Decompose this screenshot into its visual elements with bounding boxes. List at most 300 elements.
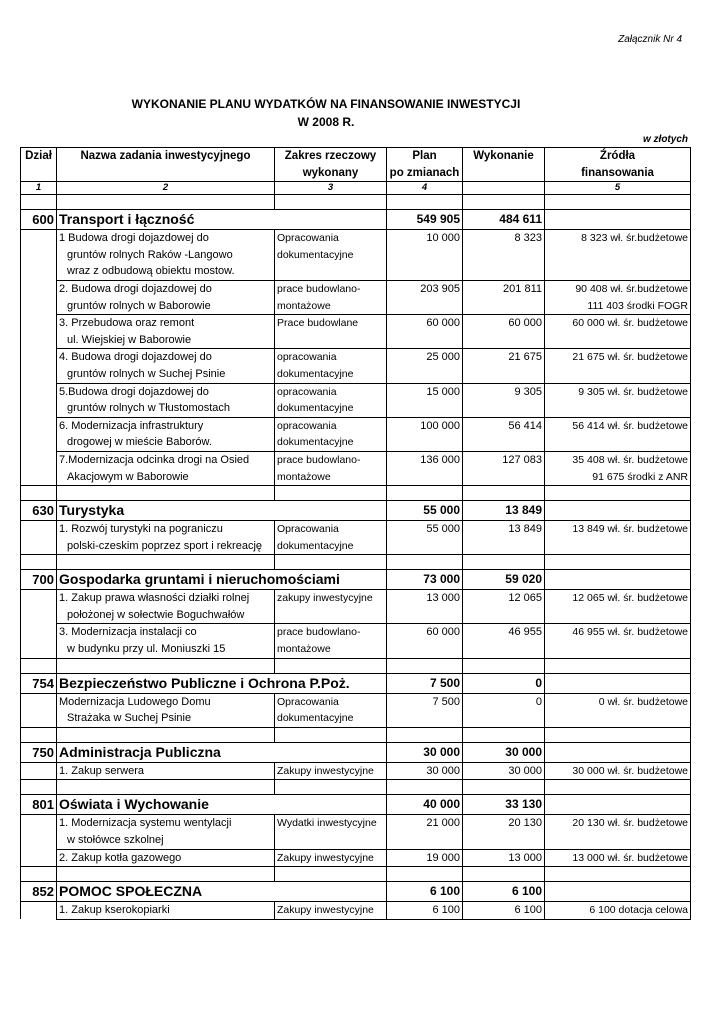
task-wykonanie	[463, 400, 545, 417]
task-zakres: Opracowania	[275, 693, 387, 710]
task-zrodla: 12 065 wł. śr. budżetowe	[545, 590, 691, 607]
task-dzial-cell	[21, 641, 57, 658]
task-plan	[387, 469, 463, 486]
task-zakres: dokumentacyjne	[275, 434, 387, 451]
header-nazwa: Nazwa zadania inwestycyjnego	[57, 148, 275, 165]
task-wykonanie	[463, 832, 545, 849]
task-wykonanie: 30 000	[463, 762, 545, 780]
task-dzial-cell	[21, 590, 57, 607]
task-plan: 30 000	[387, 762, 463, 780]
section-wykonanie: 33 130	[463, 795, 545, 815]
task-zrodla: 6 100 dotacja celowa	[545, 902, 691, 920]
spacer-row	[21, 555, 691, 570]
task-zakres: prace budowlano-	[275, 280, 387, 297]
task-dzial-cell	[21, 832, 57, 849]
task-zrodla	[545, 332, 691, 349]
task-zakres	[275, 263, 387, 280]
task-name: drogowej w mieście Baborów.	[57, 434, 275, 451]
spacer-row	[21, 195, 691, 210]
task-dzial-cell	[21, 230, 57, 247]
task-row	[21, 434, 691, 451]
task-zakres: zakupy inwestycyjne	[275, 590, 387, 607]
task-zrodla: 56 414 wł. śr. budżetowe	[545, 417, 691, 434]
task-wykonanie: 13 000	[463, 849, 545, 867]
task-row	[21, 832, 691, 849]
task-zakres: opracowania	[275, 383, 387, 400]
task-wykonanie: 127 083	[463, 451, 545, 468]
task-dzial-cell	[21, 451, 57, 468]
spacer-cell	[21, 727, 57, 742]
task-row	[21, 298, 691, 315]
task-row	[21, 538, 691, 555]
task-row	[21, 607, 691, 624]
task-zrodla: 35 408 wł. śr. budżetowe	[545, 451, 691, 468]
task-name: Modernizacja Ludowego Domu	[57, 693, 275, 710]
task-zrodla	[545, 400, 691, 417]
spacer-cell	[463, 195, 545, 210]
task-row	[21, 417, 691, 434]
task-zrodla: 13 849 wł. śr. budżetowe	[545, 521, 691, 538]
section-zrodla-empty	[545, 673, 691, 693]
task-name: Akacjowym w Baborowie	[57, 469, 275, 486]
spacer-row	[21, 780, 691, 795]
task-wykonanie: 56 414	[463, 417, 545, 434]
task-dzial-cell	[21, 710, 57, 727]
spacer-cell	[275, 727, 387, 742]
task-zrodla	[545, 247, 691, 264]
task-row	[21, 349, 691, 366]
task-zrodla: 9 305 wł. śr. budżetowe	[545, 383, 691, 400]
task-zrodla: 30 000 wł. śr. budżetowe	[545, 762, 691, 780]
task-row	[21, 815, 691, 832]
task-row	[21, 230, 691, 247]
task-zakres: Wydatki inwestycyjne	[275, 815, 387, 832]
section-plan: 549 905	[387, 210, 463, 230]
task-row	[21, 263, 691, 280]
spacer-cell	[463, 486, 545, 501]
spacer-cell	[57, 780, 275, 795]
task-row	[21, 366, 691, 383]
task-zrodla: 46 955 wł. śr. budżetowe	[545, 624, 691, 641]
task-dzial-cell	[21, 815, 57, 832]
task-zakres	[275, 332, 387, 349]
task-plan: 15 000	[387, 383, 463, 400]
task-name: 1. Modernizacja systemu wentylacji	[57, 815, 275, 832]
task-name: gruntów rolnych w Suchej Psinie	[57, 366, 275, 383]
task-wykonanie	[463, 607, 545, 624]
task-name: 1. Zakup serwera	[57, 762, 275, 780]
spacer-cell	[57, 867, 275, 882]
section-zrodla-empty	[545, 795, 691, 815]
section-plan: 40 000	[387, 795, 463, 815]
task-wykonanie: 6 100	[463, 902, 545, 920]
task-row	[21, 332, 691, 349]
task-wykonanie	[463, 434, 545, 451]
spacer-cell	[463, 555, 545, 570]
spacer-cell	[275, 867, 387, 882]
task-plan: 6 100	[387, 902, 463, 920]
spacer-cell	[545, 195, 691, 210]
spacer-cell	[387, 727, 463, 742]
section-zrodla-empty	[545, 742, 691, 762]
section-row	[21, 742, 691, 762]
section-row	[21, 882, 691, 902]
task-wykonanie: 8 323	[463, 230, 545, 247]
section-zrodla-empty	[545, 882, 691, 902]
spacer-cell	[545, 658, 691, 673]
task-zrodla: 8 323 wł. śr.budżetowe	[545, 230, 691, 247]
spacer-cell	[21, 867, 57, 882]
task-zakres: Opracowania	[275, 521, 387, 538]
task-plan: 60 000	[387, 624, 463, 641]
task-zakres: dokumentacyjne	[275, 710, 387, 727]
task-zrodla: 91 675 środki z ANR	[545, 469, 691, 486]
task-wykonanie	[463, 247, 545, 264]
section-wykonanie: 484 611	[463, 210, 545, 230]
task-zakres: Prace budowlane	[275, 315, 387, 332]
task-wykonanie: 13 849	[463, 521, 545, 538]
section-code: 801	[21, 795, 57, 815]
task-zrodla: 60 000 wł. śr. budżetowe	[545, 315, 691, 332]
task-plan	[387, 641, 463, 658]
task-plan: 55 000	[387, 521, 463, 538]
task-zakres: montażowe	[275, 469, 387, 486]
spacer-cell	[387, 780, 463, 795]
task-dzial-cell	[21, 693, 57, 710]
spacer-row	[21, 486, 691, 501]
spacer-cell	[387, 486, 463, 501]
task-plan	[387, 247, 463, 264]
section-plan: 73 000	[387, 570, 463, 590]
col-number-5: 5	[545, 182, 691, 195]
task-row	[21, 902, 691, 920]
spacer-cell	[275, 486, 387, 501]
task-row	[21, 641, 691, 658]
task-plan	[387, 607, 463, 624]
spacer-row	[21, 727, 691, 742]
task-name: 3. Przebudowa oraz remont	[57, 315, 275, 332]
task-dzial-cell	[21, 263, 57, 280]
task-name: ul. Wiejskiej w Baborowie	[57, 332, 275, 349]
spacer-cell	[463, 780, 545, 795]
task-plan	[387, 263, 463, 280]
task-zrodla	[545, 366, 691, 383]
spacer-cell	[57, 555, 275, 570]
task-dzial-cell	[21, 315, 57, 332]
task-plan: 136 000	[387, 451, 463, 468]
spacer-cell	[57, 486, 275, 501]
spacer-cell	[21, 486, 57, 501]
task-dzial-cell	[21, 624, 57, 641]
section-plan: 7 500	[387, 673, 463, 693]
task-name: polski-czeskim poprzez sport i rekreację	[57, 538, 275, 555]
task-name: wraz z odbudową obiektu mostow.	[57, 263, 275, 280]
task-name: 1. Zakup kserokopiarki	[57, 902, 275, 920]
task-dzial-cell	[21, 383, 57, 400]
spacer-cell	[545, 486, 691, 501]
section-code: 700	[21, 570, 57, 590]
task-row	[21, 451, 691, 468]
spacer-cell	[21, 780, 57, 795]
spacer-row	[21, 867, 691, 882]
task-wykonanie: 21 675	[463, 349, 545, 366]
task-name: 1. Rozwój turystyki na pograniczu	[57, 521, 275, 538]
spacer-cell	[545, 867, 691, 882]
task-wykonanie	[463, 332, 545, 349]
investment-table	[20, 147, 691, 920]
annex-label: Załącznik Nr 4	[618, 34, 682, 45]
spacer-cell	[21, 658, 57, 673]
task-zakres	[275, 607, 387, 624]
task-name: 1. Zakup prawa własności działki rolnej	[57, 590, 275, 607]
task-zrodla	[545, 832, 691, 849]
task-name: 7.Modernizacja odcinka drogi na Osied	[57, 451, 275, 468]
spacer-cell	[57, 195, 275, 210]
header-wykonanie: Wykonanie	[463, 148, 545, 165]
task-zakres: prace budowlano-	[275, 451, 387, 468]
section-plan: 30 000	[387, 742, 463, 762]
header-dzial: Dział	[21, 148, 57, 165]
spacer-cell	[275, 780, 387, 795]
col-number-3: 3	[275, 182, 387, 195]
spacer-cell	[463, 658, 545, 673]
document-title: WYKONANIE PLANU WYDATKÓW NA FINANSOWANIE INWESTYCJI	[131, 97, 521, 111]
task-zakres: dokumentacyjne	[275, 247, 387, 264]
task-dzial-cell	[21, 349, 57, 366]
task-dzial-cell	[21, 902, 57, 920]
task-zrodla	[545, 607, 691, 624]
task-zakres: dokumentacyjne	[275, 366, 387, 383]
spacer-cell	[545, 727, 691, 742]
task-row	[21, 280, 691, 297]
section-row	[21, 210, 691, 230]
task-zakres: opracowania	[275, 349, 387, 366]
task-dzial-cell	[21, 762, 57, 780]
task-plan	[387, 832, 463, 849]
spacer-cell	[463, 867, 545, 882]
spacer-cell	[387, 195, 463, 210]
task-zrodla: 21 675 wł. śr. budżetowe	[545, 349, 691, 366]
task-zrodla: 20 130 wł. śr. budżetowe	[545, 815, 691, 832]
header-zakres-2: wykonany	[275, 165, 387, 182]
task-row	[21, 590, 691, 607]
col-number-1: 1	[21, 182, 57, 195]
task-dzial-cell	[21, 417, 57, 434]
task-zrodla: 90 408 wł. śr.budżetowe	[545, 280, 691, 297]
task-row	[21, 521, 691, 538]
task-zakres: Opracowania	[275, 230, 387, 247]
task-dzial-cell	[21, 521, 57, 538]
task-row	[21, 315, 691, 332]
task-dzial-cell	[21, 247, 57, 264]
task-plan	[387, 332, 463, 349]
task-row	[21, 710, 691, 727]
task-name: gruntów rolnych Raków -Langowo	[57, 247, 275, 264]
section-name: Transport i łączność	[57, 210, 387, 230]
task-zakres: Zakupy inwestycyjne	[275, 849, 387, 867]
col-number-5-blank	[463, 182, 545, 195]
section-row	[21, 673, 691, 693]
task-wykonanie	[463, 366, 545, 383]
task-name: 5.Budowa drogi dojazdowej do	[57, 383, 275, 400]
task-row	[21, 849, 691, 867]
task-zrodla	[545, 641, 691, 658]
section-name: Bezpieczeństwo Publiczne i Ochrona P.Poż.	[57, 673, 387, 693]
task-wykonanie	[463, 710, 545, 727]
section-plan: 6 100	[387, 882, 463, 902]
section-row	[21, 570, 691, 590]
section-name: Administracja Publiczna	[57, 742, 387, 762]
task-dzial-cell	[21, 849, 57, 867]
section-wykonanie: 30 000	[463, 742, 545, 762]
section-name: Oświata i Wychowanie	[57, 795, 387, 815]
task-zakres: montażowe	[275, 298, 387, 315]
task-row	[21, 400, 691, 417]
task-dzial-cell	[21, 434, 57, 451]
section-name: Turystyka	[57, 501, 387, 521]
task-zakres: Zakupy inwestycyjne	[275, 762, 387, 780]
task-wykonanie: 201 811	[463, 280, 545, 297]
section-zrodla-empty	[545, 570, 691, 590]
task-name: 6. Modernizacja infrastruktury	[57, 417, 275, 434]
task-dzial-cell	[21, 280, 57, 297]
task-zrodla	[545, 434, 691, 451]
task-wykonanie	[463, 538, 545, 555]
task-row	[21, 469, 691, 486]
task-zrodla: 111 403 środki FOGR	[545, 298, 691, 315]
task-row	[21, 624, 691, 641]
task-plan: 100 000	[387, 417, 463, 434]
spacer-cell	[21, 195, 57, 210]
task-zakres: prace budowlano-	[275, 624, 387, 641]
task-name: w budynku przy ul. Moniuszki 15	[57, 641, 275, 658]
task-zakres: dokumentacyjne	[275, 538, 387, 555]
task-wykonanie: 46 955	[463, 624, 545, 641]
spacer-cell	[545, 555, 691, 570]
task-name: 3. Modernizacja instalacji co	[57, 624, 275, 641]
task-zakres: montażowe	[275, 641, 387, 658]
task-plan: 10 000	[387, 230, 463, 247]
task-dzial-cell	[21, 538, 57, 555]
task-wykonanie: 12 065	[463, 590, 545, 607]
task-dzial-cell	[21, 400, 57, 417]
task-wykonanie	[463, 298, 545, 315]
task-dzial-cell	[21, 332, 57, 349]
spacer-cell	[387, 658, 463, 673]
section-row	[21, 501, 691, 521]
task-zrodla	[545, 710, 691, 727]
spacer-cell	[387, 867, 463, 882]
task-name: 2. Budowa drogi dojazdowej do	[57, 280, 275, 297]
task-wykonanie: 20 130	[463, 815, 545, 832]
task-name: 1 Budowa drogi dojazdowej do	[57, 230, 275, 247]
section-plan: 55 000	[387, 501, 463, 521]
task-zrodla: 0 wł. śr. budżetowe	[545, 693, 691, 710]
task-wykonanie: 0	[463, 693, 545, 710]
section-code: 630	[21, 501, 57, 521]
task-wykonanie	[463, 263, 545, 280]
section-name: POMOC SPOŁECZNA	[57, 882, 387, 902]
task-plan	[387, 400, 463, 417]
task-wykonanie: 9 305	[463, 383, 545, 400]
task-plan: 203 905	[387, 280, 463, 297]
section-zrodla-empty	[545, 501, 691, 521]
task-plan	[387, 434, 463, 451]
task-plan	[387, 298, 463, 315]
spacer-cell	[387, 555, 463, 570]
task-plan	[387, 710, 463, 727]
task-plan: 25 000	[387, 349, 463, 366]
task-plan: 21 000	[387, 815, 463, 832]
header-plan: Plan	[387, 148, 463, 165]
task-row	[21, 383, 691, 400]
task-zakres: opracowania	[275, 417, 387, 434]
task-row	[21, 762, 691, 780]
task-plan	[387, 366, 463, 383]
spacer-cell	[57, 658, 275, 673]
task-plan	[387, 538, 463, 555]
section-code: 852	[21, 882, 57, 902]
document-year: W 2008 R.	[297, 115, 355, 129]
task-zakres: Zakupy inwestycyjne	[275, 902, 387, 920]
spacer-cell	[463, 727, 545, 742]
header-zakres: Zakres rzeczowy	[275, 148, 387, 165]
task-plan: 13 000	[387, 590, 463, 607]
unit-label: w złotych	[642, 134, 688, 145]
task-wykonanie	[463, 469, 545, 486]
header-plan-2: po zmianach	[387, 165, 463, 182]
task-row	[21, 693, 691, 710]
task-zrodla: 13 000 wł. śr. budżetowe	[545, 849, 691, 867]
task-name: gruntów rolnych w Baborowie	[57, 298, 275, 315]
task-dzial-cell	[21, 607, 57, 624]
task-name: 2. Zakup kotła gazowego	[57, 849, 275, 867]
spacer-cell	[57, 727, 275, 742]
task-name: położonej w sołectwie Boguchwałów	[57, 607, 275, 624]
task-zakres	[275, 832, 387, 849]
col-number-4: 4	[387, 182, 463, 195]
spacer-cell	[545, 780, 691, 795]
section-zrodla-empty	[545, 210, 691, 230]
task-wykonanie	[463, 641, 545, 658]
section-code: 754	[21, 673, 57, 693]
task-zakres: dokumentacyjne	[275, 400, 387, 417]
task-dzial-cell	[21, 366, 57, 383]
task-name: Strażaka w Suchej Psinie	[57, 710, 275, 727]
header-zrodla: Źródła	[545, 148, 691, 165]
col-number-2: 2	[57, 182, 275, 195]
section-wykonanie: 59 020	[463, 570, 545, 590]
task-dzial-cell	[21, 469, 57, 486]
task-name: w stołówce szkolnej	[57, 832, 275, 849]
task-zrodla	[545, 263, 691, 280]
task-zrodla	[545, 538, 691, 555]
spacer-cell	[275, 195, 387, 210]
task-wykonanie: 60 000	[463, 315, 545, 332]
task-name: gruntów rolnych w Tłustomostach	[57, 400, 275, 417]
task-plan: 60 000	[387, 315, 463, 332]
task-plan: 7 500	[387, 693, 463, 710]
section-name: Gospodarka gruntami i nieruchomościami	[57, 570, 387, 590]
spacer-cell	[275, 658, 387, 673]
section-code: 750	[21, 742, 57, 762]
spacer-cell	[21, 555, 57, 570]
task-plan: 19 000	[387, 849, 463, 867]
section-wykonanie: 0	[463, 673, 545, 693]
task-name: 4. Budowa drogi dojazdowej do	[57, 349, 275, 366]
spacer-cell	[275, 555, 387, 570]
section-wykonanie: 6 100	[463, 882, 545, 902]
